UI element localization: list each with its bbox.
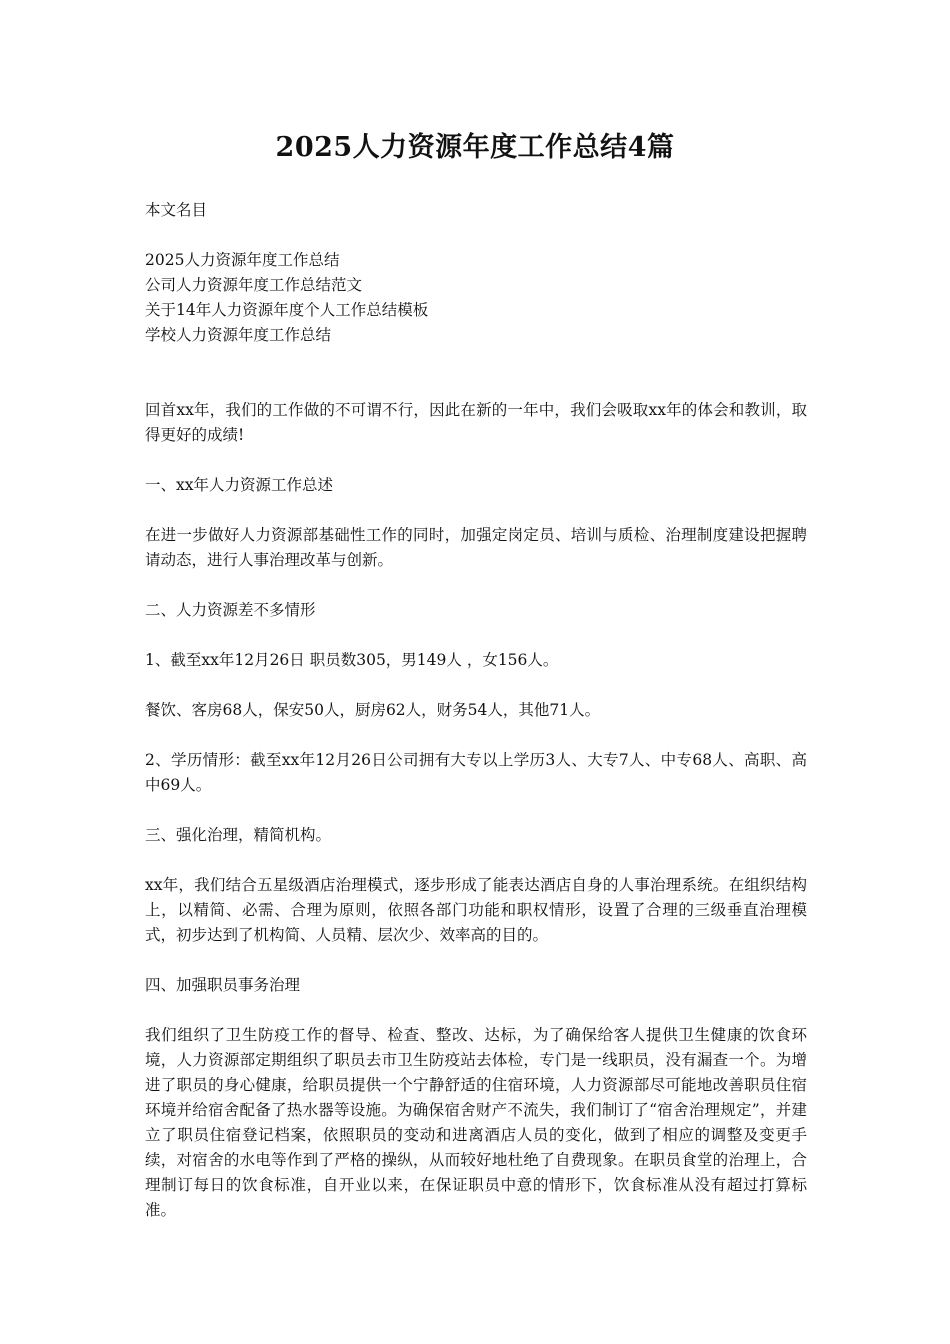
body-paragraph: 餐饮、客房68人，保安50人，厨房62人，财务54人，其他71人。	[145, 701, 601, 719]
table-of-contents	[145, 248, 807, 348]
document-title: 2025人力资源年度工作总结4篇	[275, 132, 675, 163]
body-paragraph: xx年，我们结合五星级酒店治理模式，逐步形成了能表达酒店自身的人事治理系统。在组织结构上，以精简、必需、合理为原则，依照各部门功能和职权情形，设置了合理的三级垂直治理模式，初步达到了机构简、人员精、层次少、效率高的目的。	[145, 876, 807, 944]
body-paragraph: 在进一步做好人力资源部基础性工作的同时，加强定岗定员、培训与质检、治理制度建设把握聘请动态，进行人事治理改革与创新。	[145, 526, 807, 569]
section-heading: 一、xx年人力资源工作总述	[145, 476, 333, 494]
document-body	[145, 198, 807, 1248]
section-heading: 三、强化治理，精简机构。	[145, 826, 332, 844]
body-paragraph: 1、截至xx年12月26日 职员数305，男149人 ，女156人。	[145, 651, 559, 669]
section-heading: 二、人力资源差不多情形	[145, 601, 316, 619]
section-heading: 四、加强职员事务治理	[145, 976, 301, 994]
intro-paragraph: 回首xx年，我们的工作做的不可谓不行，因此在新的一年中，我们会吸取xx年的体会和教训，取得更好的成绩!	[145, 401, 807, 444]
body-paragraph: 2、学历情形：截至xx年12月26日公司拥有大专以上学历3人、大专7人、中专68人、高职、高中69人。	[145, 751, 807, 794]
section-spacer	[145, 373, 807, 398]
toc-item: 关于14年人力资源年度个人工作总结模板	[145, 301, 429, 319]
toc-item: 公司人力资源年度工作总结范文	[145, 276, 363, 294]
toc-item: 2025人力资源年度工作总结	[145, 251, 340, 269]
body-paragraph: 我们组织了卫生防疫工作的督导、检查、整改、达标，为了确保给客人提供卫生健康的饮食环境，人力资源部定期组织了职员去市卫生防疫站去体检，专门是一线职员，没有漏查一个。为增进了职员的身心健康，给职员提供一个宁静舒适的住宿环境，人力资源部尽可能地改善职员住宿环境并给宿舍配备了热水器等设施。为确保宿舍财产不流失，我们制订了“宿舍治理规定”，并建立了职员住宿登记档案，依照职员的变动和进离酒店人员的变化，做到了相应的调整及变更手续，对宿舍的水电等作到了严格的操纵，从而较好地杜绝了自费现象。在职员食堂的治理上，合理制订每日的饮食标准，自开业以来，在保证职员中意的情形下，饮食标准从没有超过打算标准。	[145, 1026, 807, 1219]
toc-heading: 本文名目	[145, 201, 208, 219]
toc-item: 学校人力资源年度工作总结	[145, 326, 332, 344]
